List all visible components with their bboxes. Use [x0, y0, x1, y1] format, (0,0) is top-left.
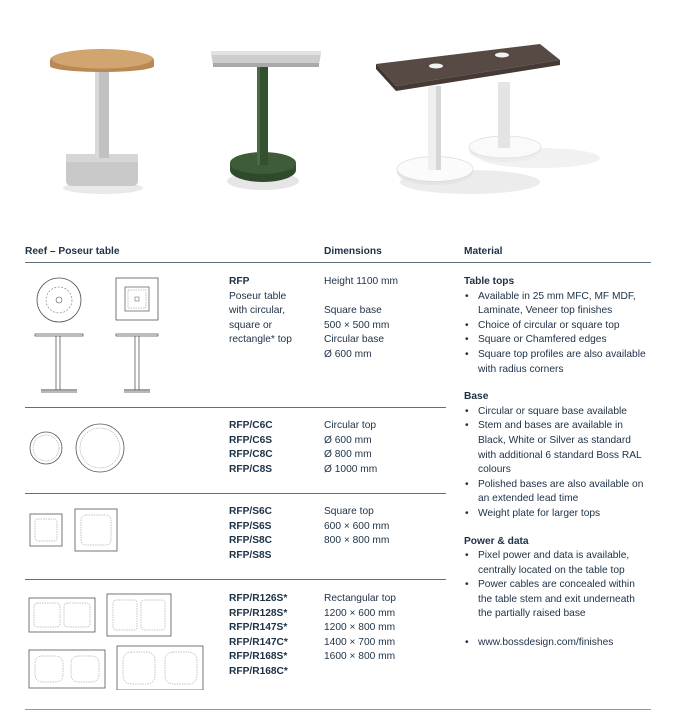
- dimension-line: Ø 600 mm: [324, 434, 372, 446]
- row-rule: [25, 493, 446, 494]
- product-image-square-table: [205, 45, 330, 195]
- material-column: [464, 275, 650, 651]
- list-item: • Available in 25 mm MFC, MF MDF, Laminate, Veneer top finishes: [464, 290, 650, 319]
- row-2-codes: [229, 419, 273, 477]
- row-4-drawings: [25, 590, 215, 690]
- finishes-list: [464, 636, 650, 651]
- bottom-rule: [25, 709, 651, 710]
- code-description-line: rectangle* top: [229, 334, 292, 345]
- dimension-line: 1200 × 800 mm: [324, 622, 396, 633]
- code-label: RFP/C8S: [229, 463, 273, 475]
- table-tops-list: [464, 290, 650, 378]
- product-title: Reef – Poseur table: [25, 246, 120, 257]
- row-2-drawings: [25, 420, 215, 480]
- code-description-line: square or: [229, 319, 273, 331]
- list-item: • Circular or square base available: [464, 405, 650, 420]
- code-label: RFP/S6S: [229, 520, 272, 532]
- code-label: RFP/C8C: [229, 449, 273, 460]
- dimension-line: Square top: [324, 506, 374, 517]
- code-label: RFP/R147C*: [229, 636, 288, 648]
- row-4-dimensions: [324, 592, 396, 665]
- code-label: RFP/C6C: [229, 420, 273, 431]
- dimension-line: Rectangular top: [324, 593, 396, 604]
- list-item: • Weight plate for larger tops: [464, 507, 650, 522]
- list-item: • Choice of circular or square top: [464, 319, 650, 334]
- list-item: • Square top profiles are also available with radius corners: [464, 348, 650, 377]
- dimension-line: Circular base: [324, 334, 385, 345]
- row-1-drawings: [25, 272, 215, 402]
- table-tops-heading: Table tops: [464, 276, 515, 287]
- dimension-spacer: [324, 290, 398, 305]
- dimension-line: Height 1100 mm: [324, 276, 398, 287]
- power-data-heading: Power & data: [464, 535, 529, 547]
- dimension-line: Ø 800 mm: [324, 449, 372, 460]
- dimension-line: 800 × 800 mm: [324, 535, 390, 546]
- list-item: • Polished bases are also available on an extended lead time: [464, 478, 650, 507]
- row-rule: [25, 579, 446, 580]
- dimension-line: 600 × 600 mm: [324, 520, 390, 532]
- power-data-list: [464, 549, 650, 622]
- code-label: RFP/R147S*: [229, 622, 288, 633]
- material-header: Material: [464, 246, 503, 257]
- row-3-drawings: [25, 506, 215, 556]
- list-item: • Pixel power and data is available, centrally located on the table top: [464, 549, 650, 578]
- dimension-line: Ø 600 mm: [324, 348, 372, 360]
- dimension-line: Square base: [324, 305, 382, 316]
- code-label: RFP/C6S: [229, 434, 273, 446]
- code-label: RFP/S6C: [229, 506, 273, 517]
- finishes-link[interactable]: • www.bossdesign.com/finishes: [464, 636, 650, 651]
- code-label: RFP/S8C: [229, 535, 273, 546]
- list-item: • Stem and bases are available in Black, White or Silver as standard with additional 6 standard Boss RAL colours: [464, 419, 650, 477]
- dimension-line: 1400 × 700 mm: [324, 636, 396, 648]
- code-label: RFP/R128S*: [229, 607, 288, 619]
- product-image-round-table: [40, 40, 170, 200]
- header-rule: [25, 262, 651, 263]
- dimension-line: 500 × 500 mm: [324, 319, 390, 331]
- code-label: RFP: [229, 276, 250, 287]
- row-3-dimensions: [324, 505, 389, 549]
- code-label: RFP/R168C*: [229, 665, 288, 677]
- code-label: RFP/R126S*: [229, 593, 288, 604]
- row-4-codes: [229, 592, 288, 679]
- list-item: • Power cables are concealed within the table stem and exit underneath the partially raised base: [464, 578, 650, 622]
- product-image-rectangular-table: [370, 40, 660, 200]
- row-rule: [25, 407, 446, 408]
- code-label: RFP/S8S: [229, 549, 272, 561]
- row-2-dimensions: [324, 419, 377, 477]
- dimension-line: Ø 1000 mm: [324, 463, 378, 475]
- row-1-codes: [229, 275, 292, 348]
- dimension-line: Circular top: [324, 420, 377, 431]
- dimension-line: 1200 × 600 mm: [324, 607, 396, 619]
- code-description-line: with circular,: [229, 305, 286, 316]
- dimensions-header: Dimensions: [324, 246, 382, 257]
- code-description-line: Poseur table: [229, 290, 287, 302]
- list-item: • Square or Chamfered edges: [464, 333, 650, 348]
- base-list: [464, 405, 650, 522]
- row-1-dimensions: [324, 275, 398, 362]
- row-3-codes: [229, 505, 272, 563]
- code-label: RFP/R168S*: [229, 651, 288, 662]
- dimension-line: 1600 × 800 mm: [324, 651, 396, 662]
- base-heading: Base: [464, 391, 489, 403]
